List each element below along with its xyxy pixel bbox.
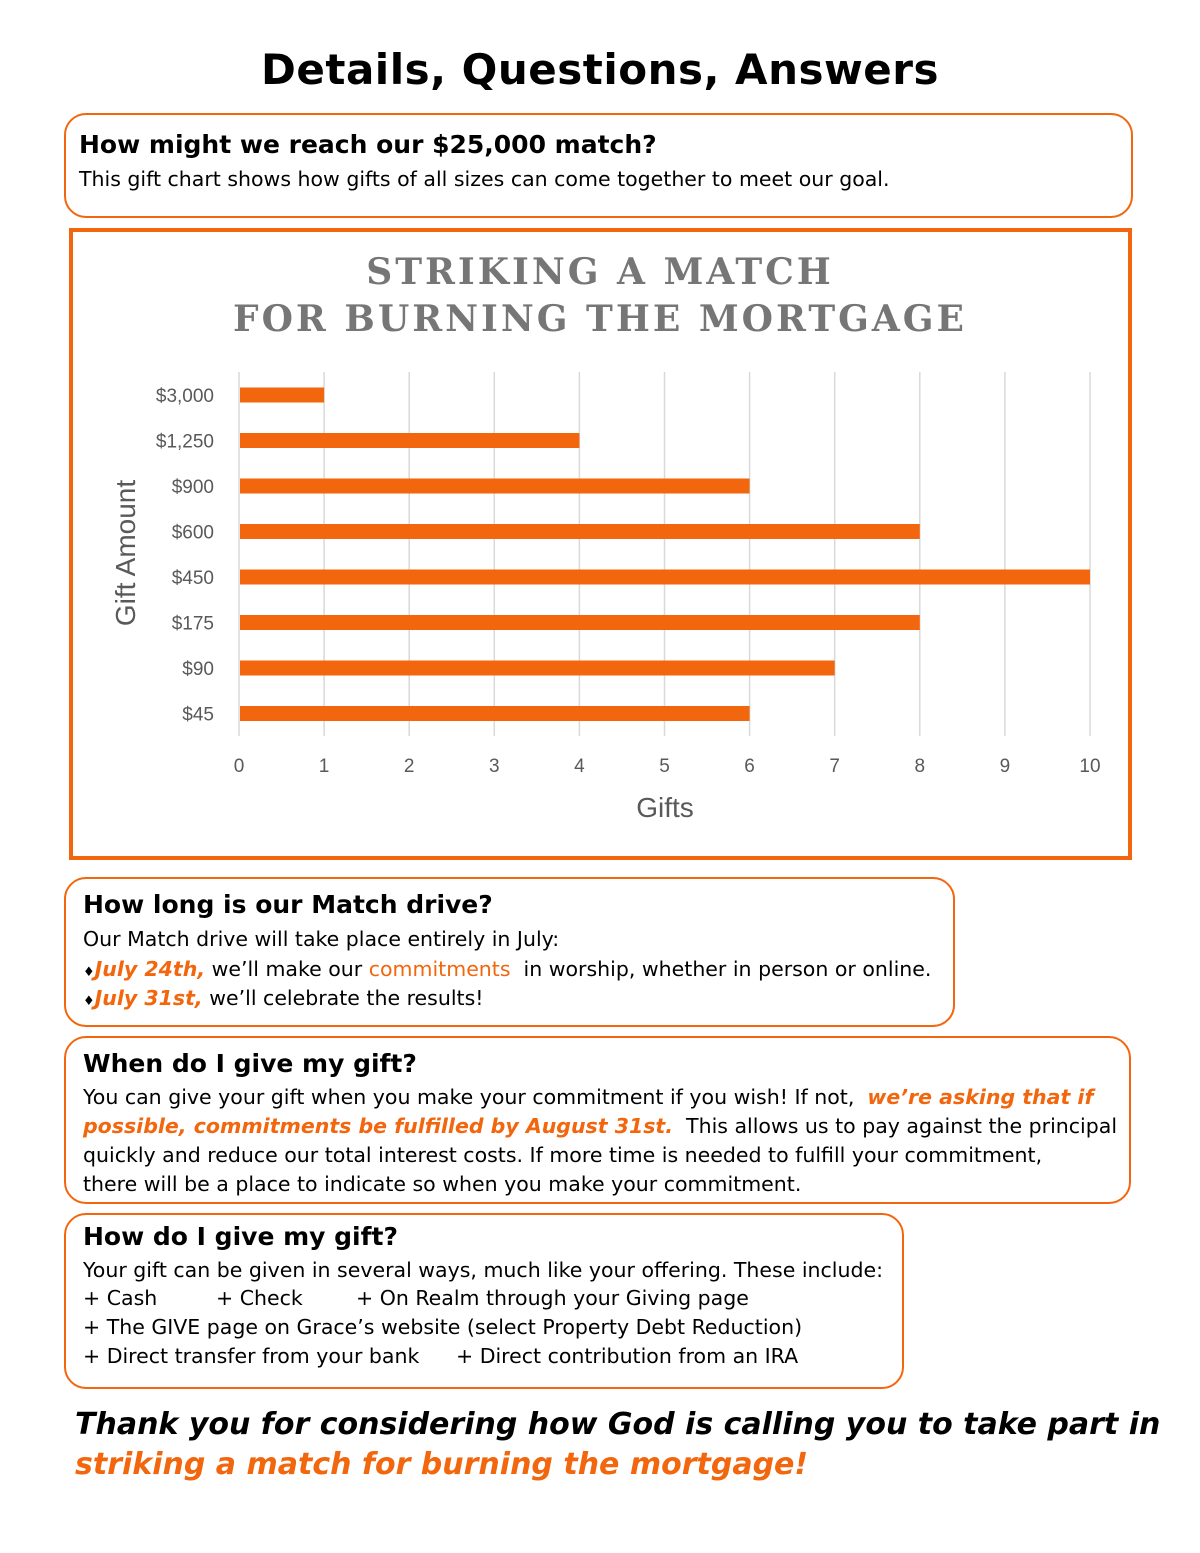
bar-45 [240, 706, 750, 721]
how-question: How do I give my gift? [83, 1222, 398, 1251]
chart-category-labels [156, 386, 214, 726]
when-line-1-plain: You can give your gift when you make your commitment if you wish! If not, [83, 1085, 868, 1109]
when-line-2-plain: This allows us to pay against the principal [673, 1114, 1118, 1138]
length-question: How long is our Match drive? [83, 890, 493, 919]
chart-gridlines [239, 372, 1090, 736]
category-label: $1,250 [155, 431, 214, 453]
chart-title-line1: STRIKING A MATCH [366, 251, 834, 293]
x-tick-label: 8 [914, 756, 926, 777]
x-tick-label: 2 [403, 756, 415, 777]
closing-line-1: Thank you for considering how God is calling you to take part in [75, 1407, 1161, 1442]
x-tick-label: 1 [318, 756, 330, 777]
bar-175 [240, 615, 920, 630]
chart-y-axis-label: Gift Amount [110, 479, 141, 627]
match-description: This gift chart shows how gifts of all sizes can come together to meet our goal. [79, 167, 890, 191]
bar-450 [240, 570, 1090, 585]
category-label: $45 [182, 704, 214, 726]
chart-x-tick-labels [234, 756, 1101, 777]
option-check: + Check [216, 1286, 303, 1310]
item1-pre: we’ll make our [205, 957, 369, 981]
option-cash: + Cash [83, 1286, 158, 1310]
when-line-1-emphasis: we’re asking that if [867, 1085, 1094, 1109]
x-tick-label: 0 [233, 756, 245, 777]
length-intro: Our Match drive will take place entirely in July: [83, 927, 560, 951]
item2-post: we’ll celebrate the results! [202, 986, 484, 1010]
date-july-31: July 31st, [94, 986, 203, 1010]
category-label: $175 [171, 613, 214, 635]
bullet-diamond-icon: ♦ [83, 965, 95, 980]
bar-1250 [240, 433, 579, 448]
category-label: $90 [182, 659, 214, 680]
x-tick-label: 7 [829, 756, 840, 777]
option-bank-transfer: + Direct transfer from your bank [83, 1344, 420, 1368]
item1-post: in worship, whether in person or online. [510, 957, 932, 981]
category-label: $900 [171, 477, 214, 498]
length-item-july-31 [83, 984, 483, 1016]
option-give-page: + The GIVE page on Grace’s website (select Property Debt Reduction) [83, 1315, 803, 1339]
when-question: When do I give my gift? [83, 1049, 417, 1078]
length-item-july-24 [83, 955, 931, 987]
x-tick-label: 4 [574, 756, 585, 777]
match-question: How might we reach our $25,000 match? [79, 130, 657, 159]
option-realm: + On Realm through your Giving page [356, 1286, 749, 1310]
when-line-4: there will be a place to indicate so when you make your commitment. [83, 1172, 802, 1196]
x-tick-label: 6 [744, 756, 755, 777]
bar-90 [240, 661, 835, 676]
x-tick-label: 3 [489, 756, 500, 777]
x-tick-label: 5 [659, 756, 670, 777]
bar-900 [240, 479, 750, 494]
chart-x-axis-label: Gifts [636, 792, 694, 823]
when-line-3: quickly and reduce our total interest costs. If more time is needed to fulfill your commitment, [83, 1143, 1043, 1167]
when-line-2 [83, 1112, 1117, 1141]
bar-600 [240, 524, 920, 539]
page-title: Details, Questions, Answers [261, 45, 939, 94]
how-intro: Your gift can be given in several ways, much like your offering. These include: [83, 1258, 884, 1282]
x-tick-label: 9 [999, 756, 1011, 777]
category-label: $3,000 [155, 386, 214, 407]
commitments-link[interactable]: commitments [368, 957, 511, 981]
when-line-1 [83, 1083, 1093, 1112]
date-july-24: July 24th, [94, 957, 206, 981]
chart-title-line2: FOR BURNING THE MORTGAGE [233, 298, 967, 340]
x-tick-label: 10 [1079, 756, 1101, 777]
when-line-2-emphasis: possible, commitments be fulfilled by August 31st. [83, 1114, 674, 1138]
bar-3000 [240, 388, 324, 403]
bullet-diamond-icon: ♦ [83, 994, 95, 1009]
closing-line-2: striking a match for burning the mortgage! [75, 1447, 809, 1482]
option-ira: + Direct contribution from an IRA [456, 1344, 799, 1368]
category-label: $600 [171, 522, 214, 544]
category-label: $450 [171, 568, 214, 589]
